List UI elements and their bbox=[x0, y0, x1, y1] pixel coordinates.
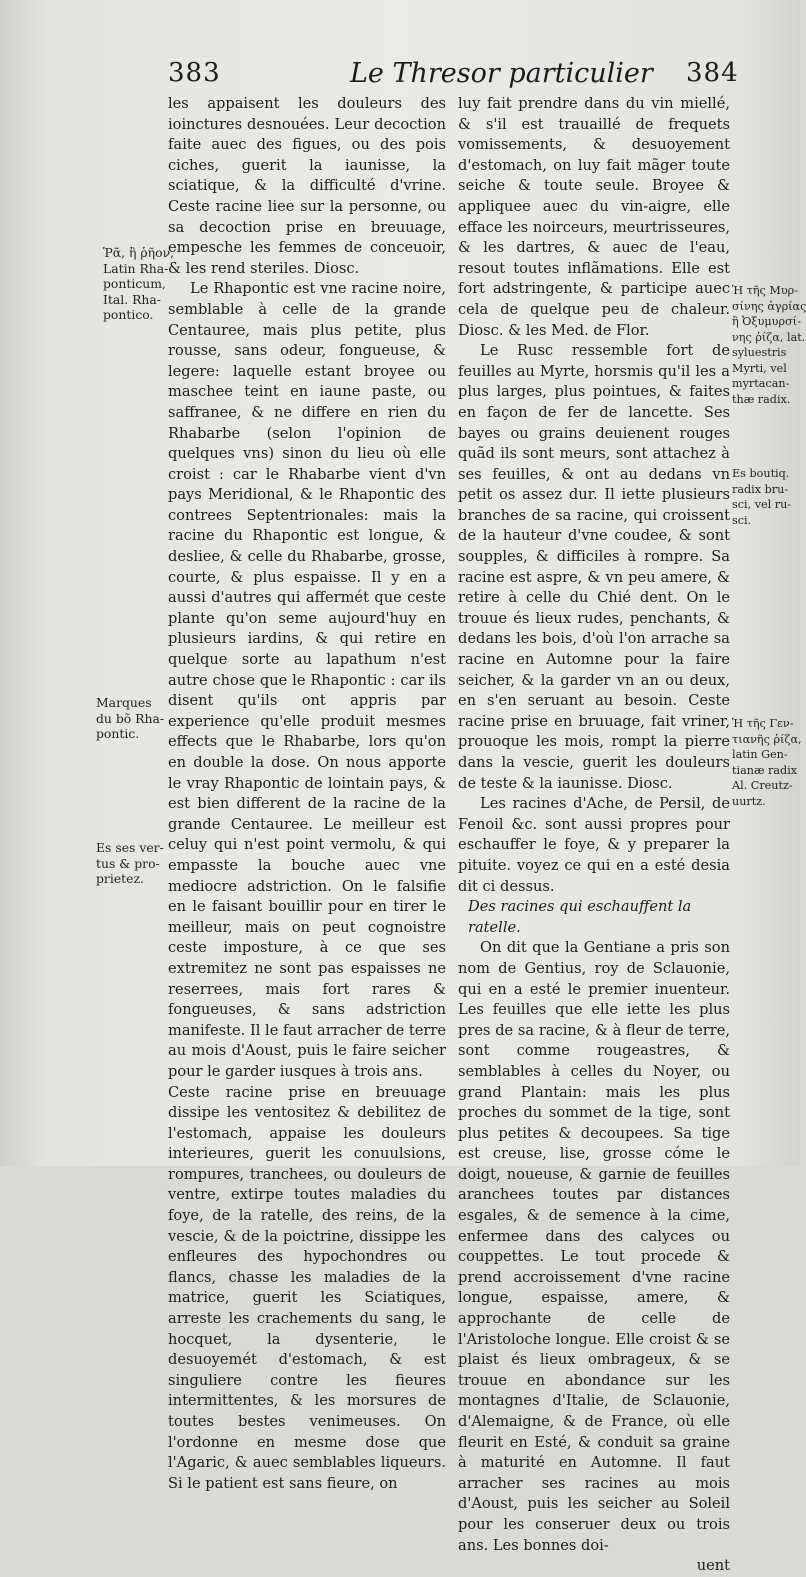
paragraph: luy fait prendre dans du vin miellé, & s'il est trauaillé de frequets vomissements, & desuoyement d'estomach, on luy fait mãger toute seiche & toute seule. Broyee & appliquee auec du vin-aigre, elle efface les noirceurs, meurtrisseures, & les dartres, & auec de l'eau, resout toutes inflãmations. Elle est fort adstringente, & participe auec cela de quelque peu de chaleur. Diosc. & les Med. de Flor. bbox=[458, 95, 730, 339]
margin-note-line: du bõ Rha- bbox=[96, 710, 165, 726]
margin-note-virtues bbox=[96, 840, 168, 887]
paragraph: Le Rhapontic est vne racine noire, semblable à celle de la grande Centauree, mais plus petite, plus rousse, sans odeur, fongueuse, & legere: laquelle estant broyee ou maschee teint en iaune paste, ou saffranee, & ne differe en rien du Rhabarbe (selon l'opinion de quelques vns) sinon du lieu où elle croist : car le Rhabarbe vient d'vn pays Meridional, & le Rhapontic des contrees Septentrionales: mais la racine du Rhapontic est longue, & desliee, & celle du Rhabarbe, grosse, courte, & plus espaisse. Il y en a aussi d'autres qui affermét que ceste plante qu'on seme aujourd'huy en plusieurs iardins, & qui retire en quelque sorte au lapathum n'est autre chose que le Rhapontic : car ils disent qu'ils ont appris par experience qu'elle produit mesmes effects que le Rhabarbe, lors qu'on en double la dose. On nous apporte le vray Rhapontic de lointain pays, & est bien different de la racine de la grande Centauree. Le meilleur est celuy qui n'est point vermolu, & qui empasste la bouche auec vne mediocre adstriction. On le falsifie en le faisant bouillir pour en tirer le meilleur, mais on peut cognoistre ceste imposture, à ce que ses extremitez ne sont pas espaisses ne reserrees, mais fort rares & fongueuses, & sans adstriction manifeste. Il le faut arracher de terre au mois d'Aoust, puis le faire seicher pour le garder iusques à trois ans. bbox=[168, 280, 446, 1080]
paragraph: Les racines d'Ache, de Persil, de Fenoil &c. sont aussi propres pour eschauffer le foye, & y preparer la pituite. voyez ce qui en a esté desia dit ci dessus. bbox=[458, 795, 730, 895]
margin-note-gentian-names bbox=[732, 716, 800, 809]
margin-note-line: Myrti, vel bbox=[732, 361, 787, 375]
margin-note-ruscus-names bbox=[732, 466, 800, 528]
margin-note-line: sci. bbox=[732, 513, 752, 527]
margin-note-line: ponticum, bbox=[103, 276, 166, 291]
section-heading: Des racines qui eschauffent la ratelle. bbox=[468, 898, 692, 936]
margin-note-myrtle-names bbox=[732, 283, 806, 407]
margin-note-line: Ital. Rha- bbox=[103, 291, 161, 307]
margin-note-line: Ῥᾶ, ἢ ῥῆον, bbox=[103, 245, 175, 260]
margin-note-line: sci, vel ru- bbox=[732, 498, 792, 511]
paragraph: les appaisent les douleurs des ioinctures desnouées. Leur decoction faite auec des figues, ou des pois ciches, guerit la iaunisse, la sciatique, & la difficulté d'vrine. Ceste racine liee sur la personne, ou sa decoction prise en breuuage, empesche les femmes de conceuoir, & les rend steriles. Diosc. bbox=[168, 95, 446, 277]
page-number-right: 384 bbox=[686, 58, 739, 88]
catchword: uent bbox=[696, 1557, 730, 1575]
margin-note-line: tus & pro- bbox=[96, 855, 160, 871]
margin-note-rhapontic-marks bbox=[96, 695, 168, 742]
margin-note-rhapontic-names bbox=[103, 245, 175, 323]
margin-note-line: uurtz. bbox=[732, 794, 766, 808]
paragraph: On dit que la Gentiane a pris son nom de Gentius, roy de Sclauonie, qui en a esté le premier inuenteur. Les feuilles que elle iette les plus pres de sa racine, & à fleur de terre, sont comme rougeastres, & semblables à celles du Noyer, ou grand Plantain: mais les plus proches du sommet de la tige, sont plus petites & decoupees. Sa tige est creuse, lise, grosse cóme le doigt, noueuse, & garnie de feuilles aranchees toutes par distances esgales, & de semence à la cime, enfermee dans des calyces ou couppettes. Le tout procede & prend accroissement d'vne racine longue, espaisse, amere, & approchante de celle de l'Aristoloche longue. Elle croist & se plaist és lieux ombrageux, & se trouue en abondance sur les montagnes d'Italie, de Sclauonie, d'Alemaigne, & de France, où elle fleurit en Esté, & conduit sa graine à maturité en Automne. Il faut arracher ses racines au mois d'Aoust, puis les seicher au Soleil pour les conseruer deux ou trois ans. Les bonnes doi- bbox=[458, 939, 730, 1554]
margin-note-line: Es ses ver- bbox=[96, 840, 164, 855]
margin-note-line: syluestris bbox=[732, 346, 787, 359]
margin-note-line: Es boutiq. bbox=[732, 467, 790, 480]
margin-note-line: radix bru- bbox=[732, 482, 789, 496]
margin-note-line: prietez. bbox=[96, 871, 144, 886]
running-title: Le Thresor particulier bbox=[350, 58, 653, 89]
right-text-column bbox=[458, 94, 730, 1575]
margin-note-line: Ἡ τῆς Γεν- bbox=[732, 717, 794, 730]
margin-note-line: Latin Rha- bbox=[103, 260, 169, 276]
margin-note-line: Marques bbox=[96, 695, 152, 710]
margin-note-line: τιανῆς ῥίζα, bbox=[732, 732, 802, 746]
margin-note-line: tianæ radix bbox=[732, 763, 798, 777]
left-text-column bbox=[168, 94, 446, 1492]
page-header bbox=[0, 58, 800, 98]
margin-note-line: thæ radix. bbox=[732, 392, 791, 406]
margin-note-line: νης ῥίζα, lat. bbox=[732, 330, 806, 344]
margin-note-line: σίνης ἀγρίας bbox=[732, 299, 806, 313]
page-number-left: 383 bbox=[168, 58, 221, 88]
margin-note-line: pontico. bbox=[103, 307, 154, 322]
margin-note-line: latin Gen- bbox=[732, 748, 788, 761]
paragraph: Le Rusc ressemble fort de feuilles au Myrte, horsmis qu'il les a plus larges, plus pointues, & faites en façon de fer de lancette. Ses bayes ou grains deuienent rouges quãd ils sont meurs, sont attachez à ses feuilles, & ont au dedans vn petit os assez dur. Il iette plusieurs branches de sa racine, qui croissent de la hauteur d'vne coudee, & sont soupples, & difficiles à rompre. Sa racine est aspre, & vn peu amere, & retire à celle du Chié dent. On le trouue és lieux rudes, penchants, & dedans les bois, d'où l'on arrache sa racine en Automne pour la faire seicher, & la garder vn an ou deux, en s'en seruant au besoin. Ceste racine prise en bruuage, fait vriner, prouoque les mois, rompt la pierre dans la vescie, guerit les douleurs de teste & la iaunisse. Diosc. bbox=[458, 342, 730, 792]
margin-note-line: pontic. bbox=[96, 726, 140, 741]
margin-note-line: Ἡ τῆς Μυρ- bbox=[732, 284, 798, 297]
margin-note-line: Al. Creutz- bbox=[732, 779, 793, 792]
paragraph: Ceste racine prise en breuuage dissipe les ventositez & debilitez de l'estomach, appaise les douleurs interieures, guerit les conuulsions, rompures, tranchees, ou douleurs de ventre, extirpe toutes maladies du foye, de la ratelle, des reins, de la vescie, & de la poictrine, dissippe les enfleures des hypochondres ou flancs, chasse les maladies de la matrice, guerit les Sciatiques, arreste les crachements du sang, le hocquet, la dysenterie, le desuoyemét d'estomach, & est singuliere contre les fieures intermittentes, & les morsures de toutes bestes venimeuses. On l'ordonne en mesme dose que l'Agaric, & auec semblables liqueurs. Si le patient est sans fieure, on bbox=[168, 1083, 446, 1492]
margin-note-line: ἢ Ὀξυμυρσί- bbox=[732, 315, 801, 328]
margin-note-line: myrtacan- bbox=[732, 377, 790, 390]
